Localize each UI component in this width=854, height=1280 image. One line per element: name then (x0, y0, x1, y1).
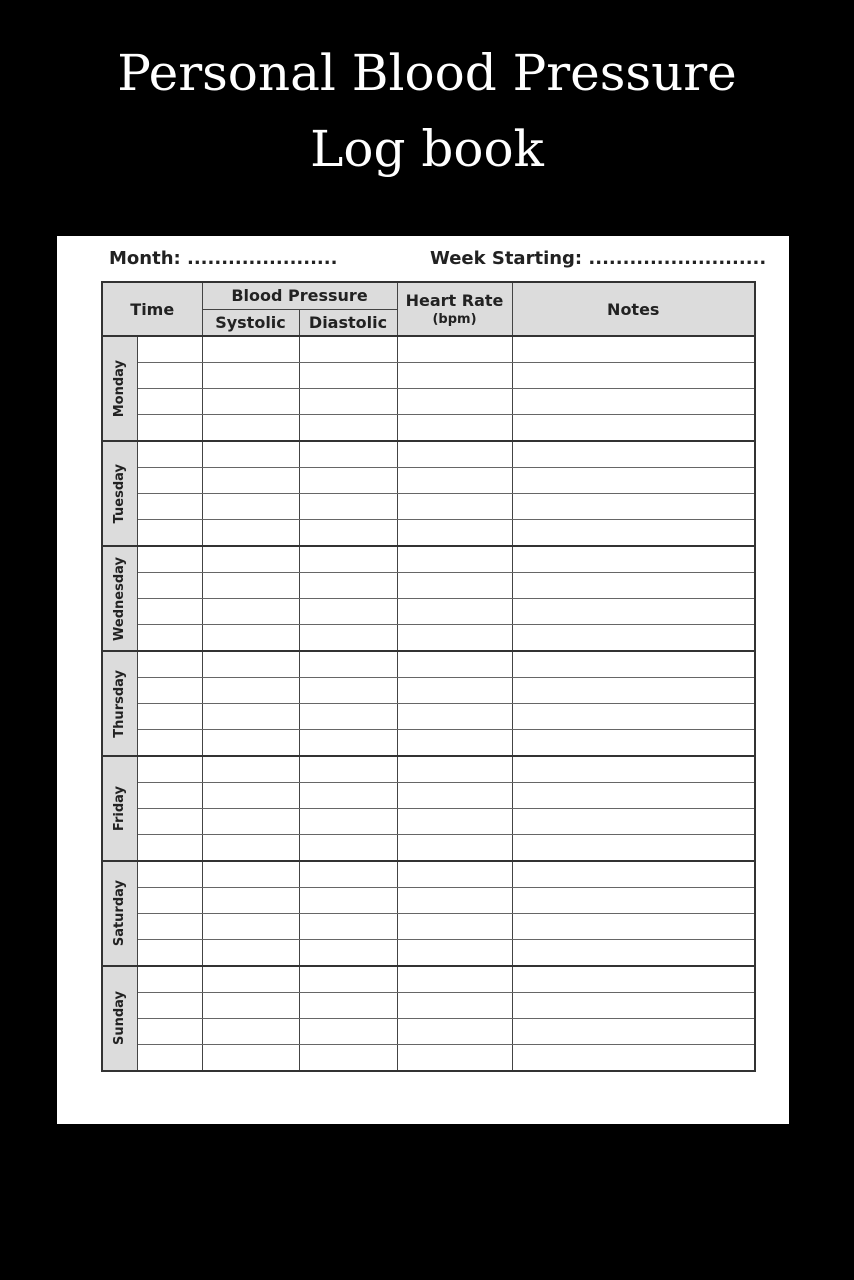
day-label-cell (102, 966, 137, 1071)
heart-rate-cell[interactable] (397, 363, 512, 389)
bp-log-table (101, 281, 756, 1072)
notes-cell[interactable] (512, 573, 755, 599)
time-cell[interactable] (137, 1019, 202, 1045)
notes-cell[interactable] (512, 993, 755, 1019)
notes-cell[interactable] (512, 783, 755, 809)
systolic-cell[interactable] (202, 966, 299, 993)
systolic-cell[interactable] (202, 494, 299, 520)
diastolic-cell[interactable] (299, 1019, 397, 1045)
systolic-cell[interactable] (202, 573, 299, 599)
day-label: Tuesday (112, 463, 128, 524)
heart-rate-cell[interactable] (397, 914, 512, 940)
time-cell[interactable] (137, 730, 202, 757)
log-row (102, 573, 755, 599)
heart-rate-cell[interactable] (397, 966, 512, 993)
heart-rate-cell[interactable] (397, 389, 512, 415)
heart-rate-cell[interactable] (397, 730, 512, 757)
heart-rate-cell[interactable] (397, 336, 512, 363)
systolic-cell[interactable] (202, 783, 299, 809)
diastolic-cell[interactable] (299, 520, 397, 547)
systolic-cell[interactable] (202, 704, 299, 730)
diastolic-cell[interactable] (299, 546, 397, 573)
time-cell[interactable] (137, 783, 202, 809)
notes-cell[interactable] (512, 914, 755, 940)
week-starting-label: Week Starting: (430, 248, 583, 269)
log-row (102, 520, 755, 547)
day-label-cell (102, 336, 137, 441)
log-row (102, 861, 755, 888)
diastolic-cell[interactable] (299, 468, 397, 494)
day-label-cell (102, 861, 137, 966)
month-label: Month: (109, 248, 181, 269)
diastolic-cell[interactable] (299, 756, 397, 783)
heart-rate-cell[interactable] (397, 415, 512, 442)
heart-rate-header (397, 282, 512, 336)
diastolic-cell[interactable] (299, 336, 397, 363)
notes-cell[interactable] (512, 704, 755, 730)
heart-rate-cell[interactable] (397, 756, 512, 783)
notes-cell[interactable] (512, 415, 755, 442)
log-row (102, 704, 755, 730)
log-row (102, 940, 755, 967)
diastolic-cell[interactable] (299, 441, 397, 468)
notes-cell[interactable] (512, 1019, 755, 1045)
systolic-cell[interactable] (202, 441, 299, 468)
heart-rate-cell[interactable] (397, 599, 512, 625)
notes-cell[interactable] (512, 651, 755, 678)
log-row (102, 783, 755, 809)
log-row (102, 993, 755, 1019)
heart-rate-cell[interactable] (397, 494, 512, 520)
diastolic-cell[interactable] (299, 599, 397, 625)
time-cell[interactable] (137, 809, 202, 835)
time-cell[interactable] (137, 546, 202, 573)
heart-rate-cell[interactable] (397, 809, 512, 835)
diastolic-cell[interactable] (299, 494, 397, 520)
systolic-cell[interactable] (202, 651, 299, 678)
systolic-header: Systolic (202, 309, 299, 336)
systolic-cell[interactable] (202, 415, 299, 442)
time-cell[interactable] (137, 625, 202, 652)
systolic-cell[interactable] (202, 468, 299, 494)
day-label: Thursday (112, 669, 128, 738)
notes-cell[interactable] (512, 336, 755, 363)
heart-rate-cell[interactable] (397, 783, 512, 809)
log-row (102, 1045, 755, 1072)
time-cell[interactable] (137, 389, 202, 415)
log-row (102, 363, 755, 389)
diastolic-cell[interactable] (299, 363, 397, 389)
log-row (102, 468, 755, 494)
time-cell[interactable] (137, 993, 202, 1019)
notes-cell[interactable] (512, 888, 755, 914)
month-field (109, 248, 337, 269)
time-header: Time (102, 282, 202, 336)
diastolic-cell[interactable] (299, 704, 397, 730)
notes-cell[interactable] (512, 599, 755, 625)
notes-cell[interactable] (512, 625, 755, 652)
time-cell[interactable] (137, 835, 202, 862)
heart-rate-cell[interactable] (397, 573, 512, 599)
week-starting-blank: .......................... (588, 248, 767, 269)
day-label-cell (102, 546, 137, 651)
time-cell[interactable] (137, 914, 202, 940)
notes-cell[interactable] (512, 468, 755, 494)
systolic-cell[interactable] (202, 389, 299, 415)
diastolic-cell[interactable] (299, 835, 397, 862)
notes-cell[interactable] (512, 730, 755, 757)
systolic-cell[interactable] (202, 546, 299, 573)
time-cell[interactable] (137, 573, 202, 599)
notes-cell[interactable] (512, 546, 755, 573)
heart-rate-cell[interactable] (397, 468, 512, 494)
log-row (102, 651, 755, 678)
log-row (102, 599, 755, 625)
day-label: Friday (112, 785, 128, 832)
notes-cell[interactable] (512, 363, 755, 389)
systolic-cell[interactable] (202, 888, 299, 914)
day-label-cell (102, 441, 137, 546)
log-row (102, 494, 755, 520)
time-cell[interactable] (137, 441, 202, 468)
time-cell[interactable] (137, 651, 202, 678)
systolic-cell[interactable] (202, 861, 299, 888)
time-cell[interactable] (137, 861, 202, 888)
heart-rate-cell[interactable] (397, 441, 512, 468)
log-row (102, 678, 755, 704)
log-row (102, 835, 755, 862)
systolic-cell[interactable] (202, 1019, 299, 1045)
systolic-cell[interactable] (202, 363, 299, 389)
heart-rate-cell[interactable] (397, 625, 512, 652)
day-label: Saturday (112, 880, 128, 947)
heart-rate-cell[interactable] (397, 1019, 512, 1045)
systolic-cell[interactable] (202, 756, 299, 783)
notes-cell[interactable] (512, 1045, 755, 1072)
systolic-cell[interactable] (202, 809, 299, 835)
notes-cell[interactable] (512, 966, 755, 993)
time-cell[interactable] (137, 415, 202, 442)
notes-cell[interactable] (512, 861, 755, 888)
log-sheet (57, 236, 789, 1124)
heart-rate-cell[interactable] (397, 835, 512, 862)
systolic-cell[interactable] (202, 730, 299, 757)
diastolic-cell[interactable] (299, 993, 397, 1019)
time-cell[interactable] (137, 888, 202, 914)
heart-rate-cell[interactable] (397, 1045, 512, 1072)
heart-rate-cell[interactable] (397, 993, 512, 1019)
heart-rate-cell[interactable] (397, 704, 512, 730)
diastolic-cell[interactable] (299, 914, 397, 940)
cover-title-line1: Personal Blood Pressure (117, 44, 737, 102)
time-cell[interactable] (137, 494, 202, 520)
systolic-cell[interactable] (202, 993, 299, 1019)
time-cell[interactable] (137, 678, 202, 704)
log-row (102, 809, 755, 835)
diastolic-cell[interactable] (299, 966, 397, 993)
notes-cell[interactable] (512, 940, 755, 967)
systolic-cell[interactable] (202, 336, 299, 363)
time-cell[interactable] (137, 520, 202, 547)
cover-title-line2: Log book (310, 120, 544, 178)
time-cell[interactable] (137, 704, 202, 730)
systolic-cell[interactable] (202, 625, 299, 652)
log-row (102, 756, 755, 783)
notes-cell[interactable] (512, 756, 755, 783)
systolic-cell[interactable] (202, 678, 299, 704)
time-cell[interactable] (137, 363, 202, 389)
notes-cell[interactable] (512, 678, 755, 704)
day-label: Wednesday (112, 556, 128, 641)
diastolic-cell[interactable] (299, 415, 397, 442)
month-blank: ...................... (187, 248, 338, 269)
log-row (102, 625, 755, 652)
log-row (102, 336, 755, 363)
diastolic-cell[interactable] (299, 651, 397, 678)
time-cell[interactable] (137, 468, 202, 494)
systolic-cell[interactable] (202, 520, 299, 547)
log-row (102, 441, 755, 468)
notes-cell[interactable] (512, 441, 755, 468)
log-row (102, 730, 755, 757)
heart-rate-cell[interactable] (397, 861, 512, 888)
log-row (102, 1019, 755, 1045)
log-row (102, 389, 755, 415)
systolic-cell[interactable] (202, 940, 299, 967)
blood-pressure-header: Blood Pressure (202, 282, 397, 309)
diastolic-cell[interactable] (299, 389, 397, 415)
notes-cell[interactable] (512, 809, 755, 835)
diastolic-cell[interactable] (299, 809, 397, 835)
diastolic-cell[interactable] (299, 783, 397, 809)
log-body (102, 336, 755, 1071)
heart-rate-cell[interactable] (397, 888, 512, 914)
notes-cell[interactable] (512, 389, 755, 415)
diastolic-cell[interactable] (299, 678, 397, 704)
heart-rate-cell[interactable] (397, 546, 512, 573)
log-row (102, 415, 755, 442)
diastolic-cell[interactable] (299, 1045, 397, 1072)
diastolic-cell[interactable] (299, 861, 397, 888)
week-starting-field (430, 248, 766, 269)
systolic-cell[interactable] (202, 599, 299, 625)
notes-cell[interactable] (512, 520, 755, 547)
time-cell[interactable] (137, 336, 202, 363)
day-label: Monday (112, 359, 128, 418)
log-row (102, 966, 755, 993)
log-row (102, 914, 755, 940)
diastolic-cell[interactable] (299, 940, 397, 967)
diastolic-cell[interactable] (299, 888, 397, 914)
notes-header: Notes (512, 282, 755, 336)
day-label: Sunday (112, 991, 128, 1046)
time-cell[interactable] (137, 1045, 202, 1072)
heart-rate-unit: (bpm) (432, 312, 477, 327)
heart-rate-label: Heart Rate (405, 291, 504, 310)
notes-cell[interactable] (512, 835, 755, 862)
diastolic-cell[interactable] (299, 625, 397, 652)
heart-rate-cell[interactable] (397, 678, 512, 704)
systolic-cell[interactable] (202, 914, 299, 940)
diastolic-cell[interactable] (299, 730, 397, 757)
day-label-cell (102, 651, 137, 756)
log-row (102, 888, 755, 914)
day-label-cell (102, 756, 137, 861)
diastolic-cell[interactable] (299, 573, 397, 599)
time-cell[interactable] (137, 599, 202, 625)
systolic-cell[interactable] (202, 1045, 299, 1072)
time-cell[interactable] (137, 756, 202, 783)
heart-rate-cell[interactable] (397, 520, 512, 547)
time-cell[interactable] (137, 940, 202, 967)
systolic-cell[interactable] (202, 835, 299, 862)
time-cell[interactable] (137, 966, 202, 993)
log-row (102, 546, 755, 573)
heart-rate-cell[interactable] (397, 651, 512, 678)
heart-rate-cell[interactable] (397, 940, 512, 967)
diastolic-header: Diastolic (299, 309, 397, 336)
notes-cell[interactable] (512, 494, 755, 520)
